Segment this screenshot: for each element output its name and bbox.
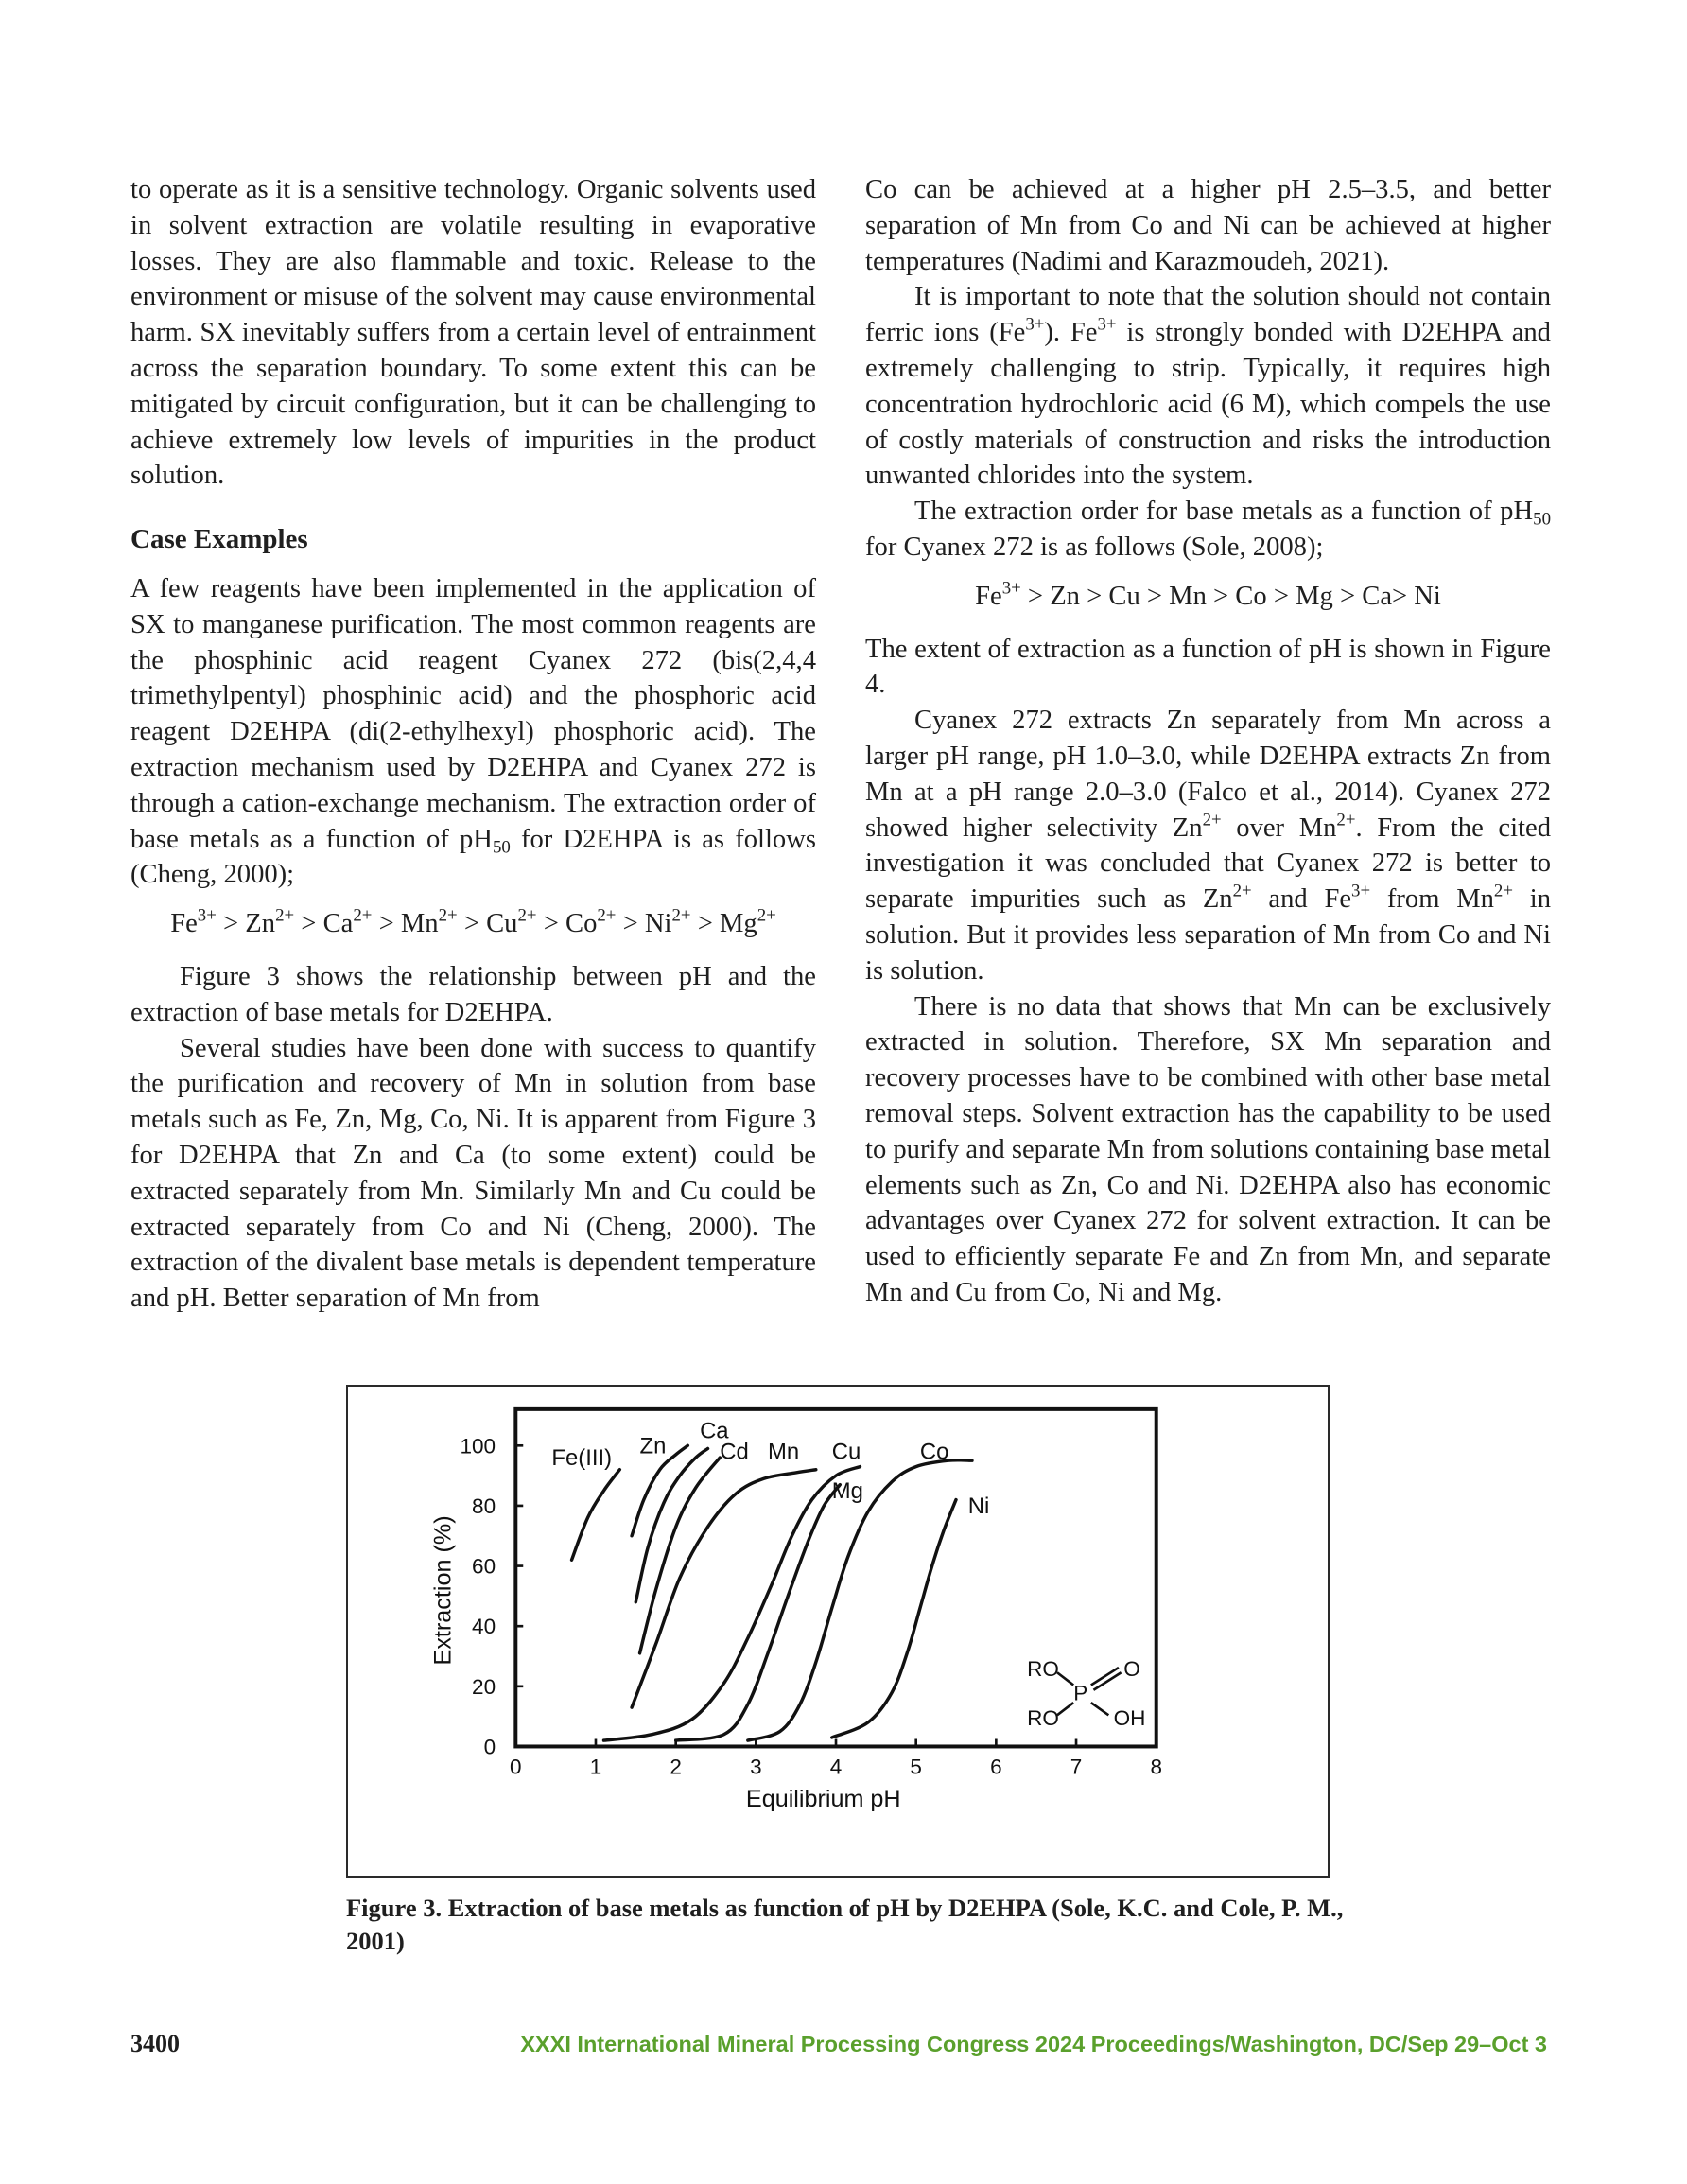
- superscript: 2+: [1493, 881, 1513, 901]
- equation-separator: >: [372, 909, 401, 939]
- x-tick-label: 5: [910, 1755, 922, 1779]
- chart-axes: [429, 1409, 1162, 1812]
- paragraph: Several studies have been done with success to quantify the purification and recovery of Mn in solution from base metals such as Fe, Zn, Mg, Co, Ni. It is apparent from Figure 3 for D2EHPA that Zn and Ca (to some extent) could be extracted separately from Mn. Similarly Mn and Cu could be extracted separately from Co and Ni (Cheng, 2000). The extraction of the divalent base metals is dependent temperature and pH. Better separation of Mn from: [130, 1033, 816, 1314]
- superscript: 2+: [1232, 881, 1252, 901]
- paragraph: to operate as it is a sensitive technology. Organic solvents used in solvent extraction are volatile resulting in evaporative losses. They are also flammable and toxic. Release to the environment or misuse of the solvent may cause environmental harm. SX inevitably suffers from a certain level of entrainment across the separation boundary. To some extent this can be mitigated by circuit configuration, but it can be challenging to achieve extremely low levels of impurities in the product solution.: [130, 175, 816, 491]
- equation-ion: Co: [565, 909, 598, 939]
- y-tick-label: 100: [460, 1434, 496, 1459]
- paragraph: Co can be achieved at a higher pH 2.5–3.5, and better separation of Mn from Co and Ni can be achieved at higher temperatures (Nadimi and Karazmoudeh, 2021).: [865, 175, 1551, 276]
- paragraph: [865, 494, 1551, 566]
- section-heading: Case Examples: [130, 524, 308, 555]
- paragraph-text: is strongly bonded with D2EHPA and extremely challenging to strip. Typically, it requires high concentration hydrochloric acid (6 M), which compels the use of costly materials of construction and risks the introduction unwanted chlorides into the system.: [865, 318, 1551, 491]
- series-label-mn: Mn: [768, 1439, 800, 1465]
- subscript: 50: [492, 837, 511, 858]
- structure-label-ro: RO: [1027, 1657, 1059, 1682]
- equation-ion: Zn: [245, 909, 276, 939]
- superscript: 2+: [275, 905, 295, 926]
- paragraph: [865, 703, 1551, 988]
- figure-3-extraction-chart: [346, 1385, 1330, 1878]
- y-tick-label: 20: [472, 1674, 496, 1699]
- structure-label-p: P: [1073, 1681, 1088, 1705]
- series-label-ni: Ni: [967, 1493, 990, 1519]
- paragraph: [130, 571, 816, 893]
- paragraph-text: from Mn: [1370, 884, 1494, 915]
- superscript: 3+: [1097, 314, 1117, 335]
- phosphoric-acid-structure: [1027, 1657, 1145, 1730]
- paragraph-text: in solution. But it provides less separation of Mn from Co and Ni is solution.: [865, 884, 1551, 986]
- equation-separator: >: [616, 909, 645, 939]
- superscript: 3+: [197, 905, 217, 926]
- x-tick-label: 6: [990, 1755, 1002, 1779]
- superscript: 2+: [438, 905, 458, 926]
- chart-series: [572, 1445, 972, 1740]
- equation-text: Fe: [975, 581, 1002, 611]
- superscript: 2+: [517, 905, 537, 926]
- chart-series-labels: [551, 1418, 989, 1519]
- equation-ion: Fe: [170, 909, 198, 939]
- superscript: 2+: [1202, 809, 1222, 830]
- paragraph-text: ). Fe: [1044, 318, 1098, 348]
- paragraph-text: over Mn: [1221, 812, 1337, 843]
- paragraph-text: The extraction order for base metals as a function of pH: [914, 497, 1534, 527]
- subscript: 50: [1533, 509, 1551, 530]
- series-line-feiii: [572, 1470, 620, 1560]
- series-line-mn: [632, 1470, 816, 1707]
- extraction-order-equation-cyanex: [865, 579, 1551, 615]
- paragraph-text: It is important to note that the solution should not contain ferric ions (Fe: [865, 282, 1551, 348]
- paragraph: There is no data that shows that Mn can be exclusively extracted in solution. Therefore, SX Mn separation and recovery processes have to be combined with other base metal removal steps. Solvent extraction has the capability to be used to purify and separate Mn from solutions containing base metal elements such as Zn, Co and Ni. D2EHPA also has economic advantages over Cyanex 272 for solvent extraction. It can be used to efficiently separate Fe and Zn from Mn, and separate Mn and Cu from Co, Ni and Mg.: [865, 991, 1551, 1307]
- x-tick-label: 2: [670, 1755, 682, 1779]
- paragraph-text: Cyanex 272 extracts Zn separately from Mn across a larger pH range, pH 1.0–3.0, while D2EHPA extracts Zn from Mn at a pH range 2.0–3.0 (Falco et al., 2014). Cyanex 272 showed higher selectivity Zn: [865, 706, 1551, 843]
- series-label-ca: Ca: [700, 1418, 729, 1444]
- paragraph: Figure 3 shows the relationship between pH and the extraction of base metals for D2EHPA.: [130, 961, 816, 1027]
- extraction-order-equation-d2ehpa: [130, 906, 816, 942]
- superscript: 3+: [1351, 881, 1371, 901]
- structure-label-o: O: [1123, 1657, 1140, 1682]
- series-line-cd: [640, 1458, 721, 1653]
- series-label-cu: Cu: [831, 1439, 861, 1465]
- equation-ion: Mg: [720, 909, 757, 939]
- structure-label-oh: OH: [1113, 1705, 1146, 1730]
- equation-separator: >: [536, 909, 565, 939]
- paragraph: [865, 279, 1551, 494]
- superscript: 2+: [1336, 809, 1356, 830]
- right-column: [865, 172, 1551, 1311]
- superscript: 3+: [1025, 314, 1045, 335]
- x-tick-label: 4: [829, 1755, 843, 1779]
- y-tick-label: 0: [483, 1735, 496, 1759]
- equation-separator: >: [690, 909, 720, 939]
- structure-label-ro: RO: [1027, 1705, 1059, 1730]
- paragraph-text: for Cyanex 272 is as follows (Sole, 2008);: [865, 532, 1324, 562]
- series-line-ni: [832, 1500, 956, 1738]
- series-label-co: Co: [919, 1439, 949, 1465]
- superscript: 2+: [597, 905, 617, 926]
- x-tick-label: 8: [1150, 1755, 1162, 1779]
- equation-text: > Zn > Cu > Mn > Co > Mg > Ca> Ni: [1020, 581, 1441, 611]
- series-label-mg: Mg: [831, 1477, 863, 1504]
- series-label-cd: Cd: [720, 1439, 749, 1465]
- equation-separator: >: [457, 909, 487, 939]
- equation-ion: Cu: [486, 909, 518, 939]
- y-tick-label: 60: [472, 1554, 496, 1579]
- page-number: 3400: [130, 2030, 180, 2057]
- paragraph-text: . From the cited investigation it was concluded that Cyanex 272 is better to separate impurities such as Zn: [865, 812, 1551, 915]
- conference-footer: XXXI International Mineral Processing Congress 2024 Proceedings/Washington, DC/Sep 29–Oct 3: [520, 2032, 1547, 2056]
- x-tick-label: 1: [589, 1755, 602, 1779]
- paragraph-text: for D2EHPA is as follows (Cheng, 2000);: [130, 824, 816, 890]
- series-line-ca: [635, 1448, 707, 1601]
- paragraph-text: and Fe: [1251, 884, 1352, 915]
- superscript: 2+: [757, 905, 776, 926]
- superscript: 3+: [1001, 578, 1021, 599]
- equation-separator: >: [294, 909, 323, 939]
- y-tick-label: 40: [472, 1615, 496, 1639]
- equation-ion: Ni: [644, 909, 672, 939]
- left-column: [130, 172, 816, 1317]
- x-tick-label: 3: [750, 1755, 762, 1779]
- figure-caption: Figure 3. Extraction of base metals as function of pH by D2EHPA (Sole, K.C. and Cole, P. M., 2001): [346, 1894, 1344, 1955]
- x-tick-label: 0: [510, 1755, 522, 1779]
- paragraph: The extent of extraction as a function of pH is shown in Figure 4.: [865, 634, 1551, 700]
- structure-bond: [1057, 1703, 1073, 1715]
- paragraph-text: A few reagents have been implemented in the application of SX to manganese purification. The most common reagents are the phosphinic acid reagent Cyanex 272 (bis(2,4,4 trimethylpentyl) phosphinic acid) and the phosphoric acid reagent D2EHPA (di(2-ethylhexyl) phosphoric acid). The extraction mechanism used by D2EHPA and Cyanex 272 is through a cation-exchange mechanism. The extraction order of base metals as a function of pH: [130, 573, 816, 854]
- y-axis-label: Extraction (%): [429, 1515, 457, 1666]
- superscript: 2+: [671, 905, 691, 926]
- superscript: 2+: [353, 905, 373, 926]
- y-tick-label: 80: [472, 1494, 496, 1518]
- equation-ion: Mn: [400, 909, 439, 939]
- x-tick-label: 7: [1070, 1755, 1083, 1779]
- x-axis-label: Equilibrium pH: [745, 1786, 901, 1813]
- series-label-zn: Zn: [639, 1433, 667, 1459]
- structure-bond: [1091, 1703, 1109, 1715]
- equation-separator: >: [216, 909, 246, 939]
- structure-bond: [1057, 1672, 1073, 1685]
- equation-ion: Ca: [322, 909, 354, 939]
- series-label-feiii: Fe(III): [551, 1444, 613, 1471]
- chart-canvas: [348, 1387, 1328, 1876]
